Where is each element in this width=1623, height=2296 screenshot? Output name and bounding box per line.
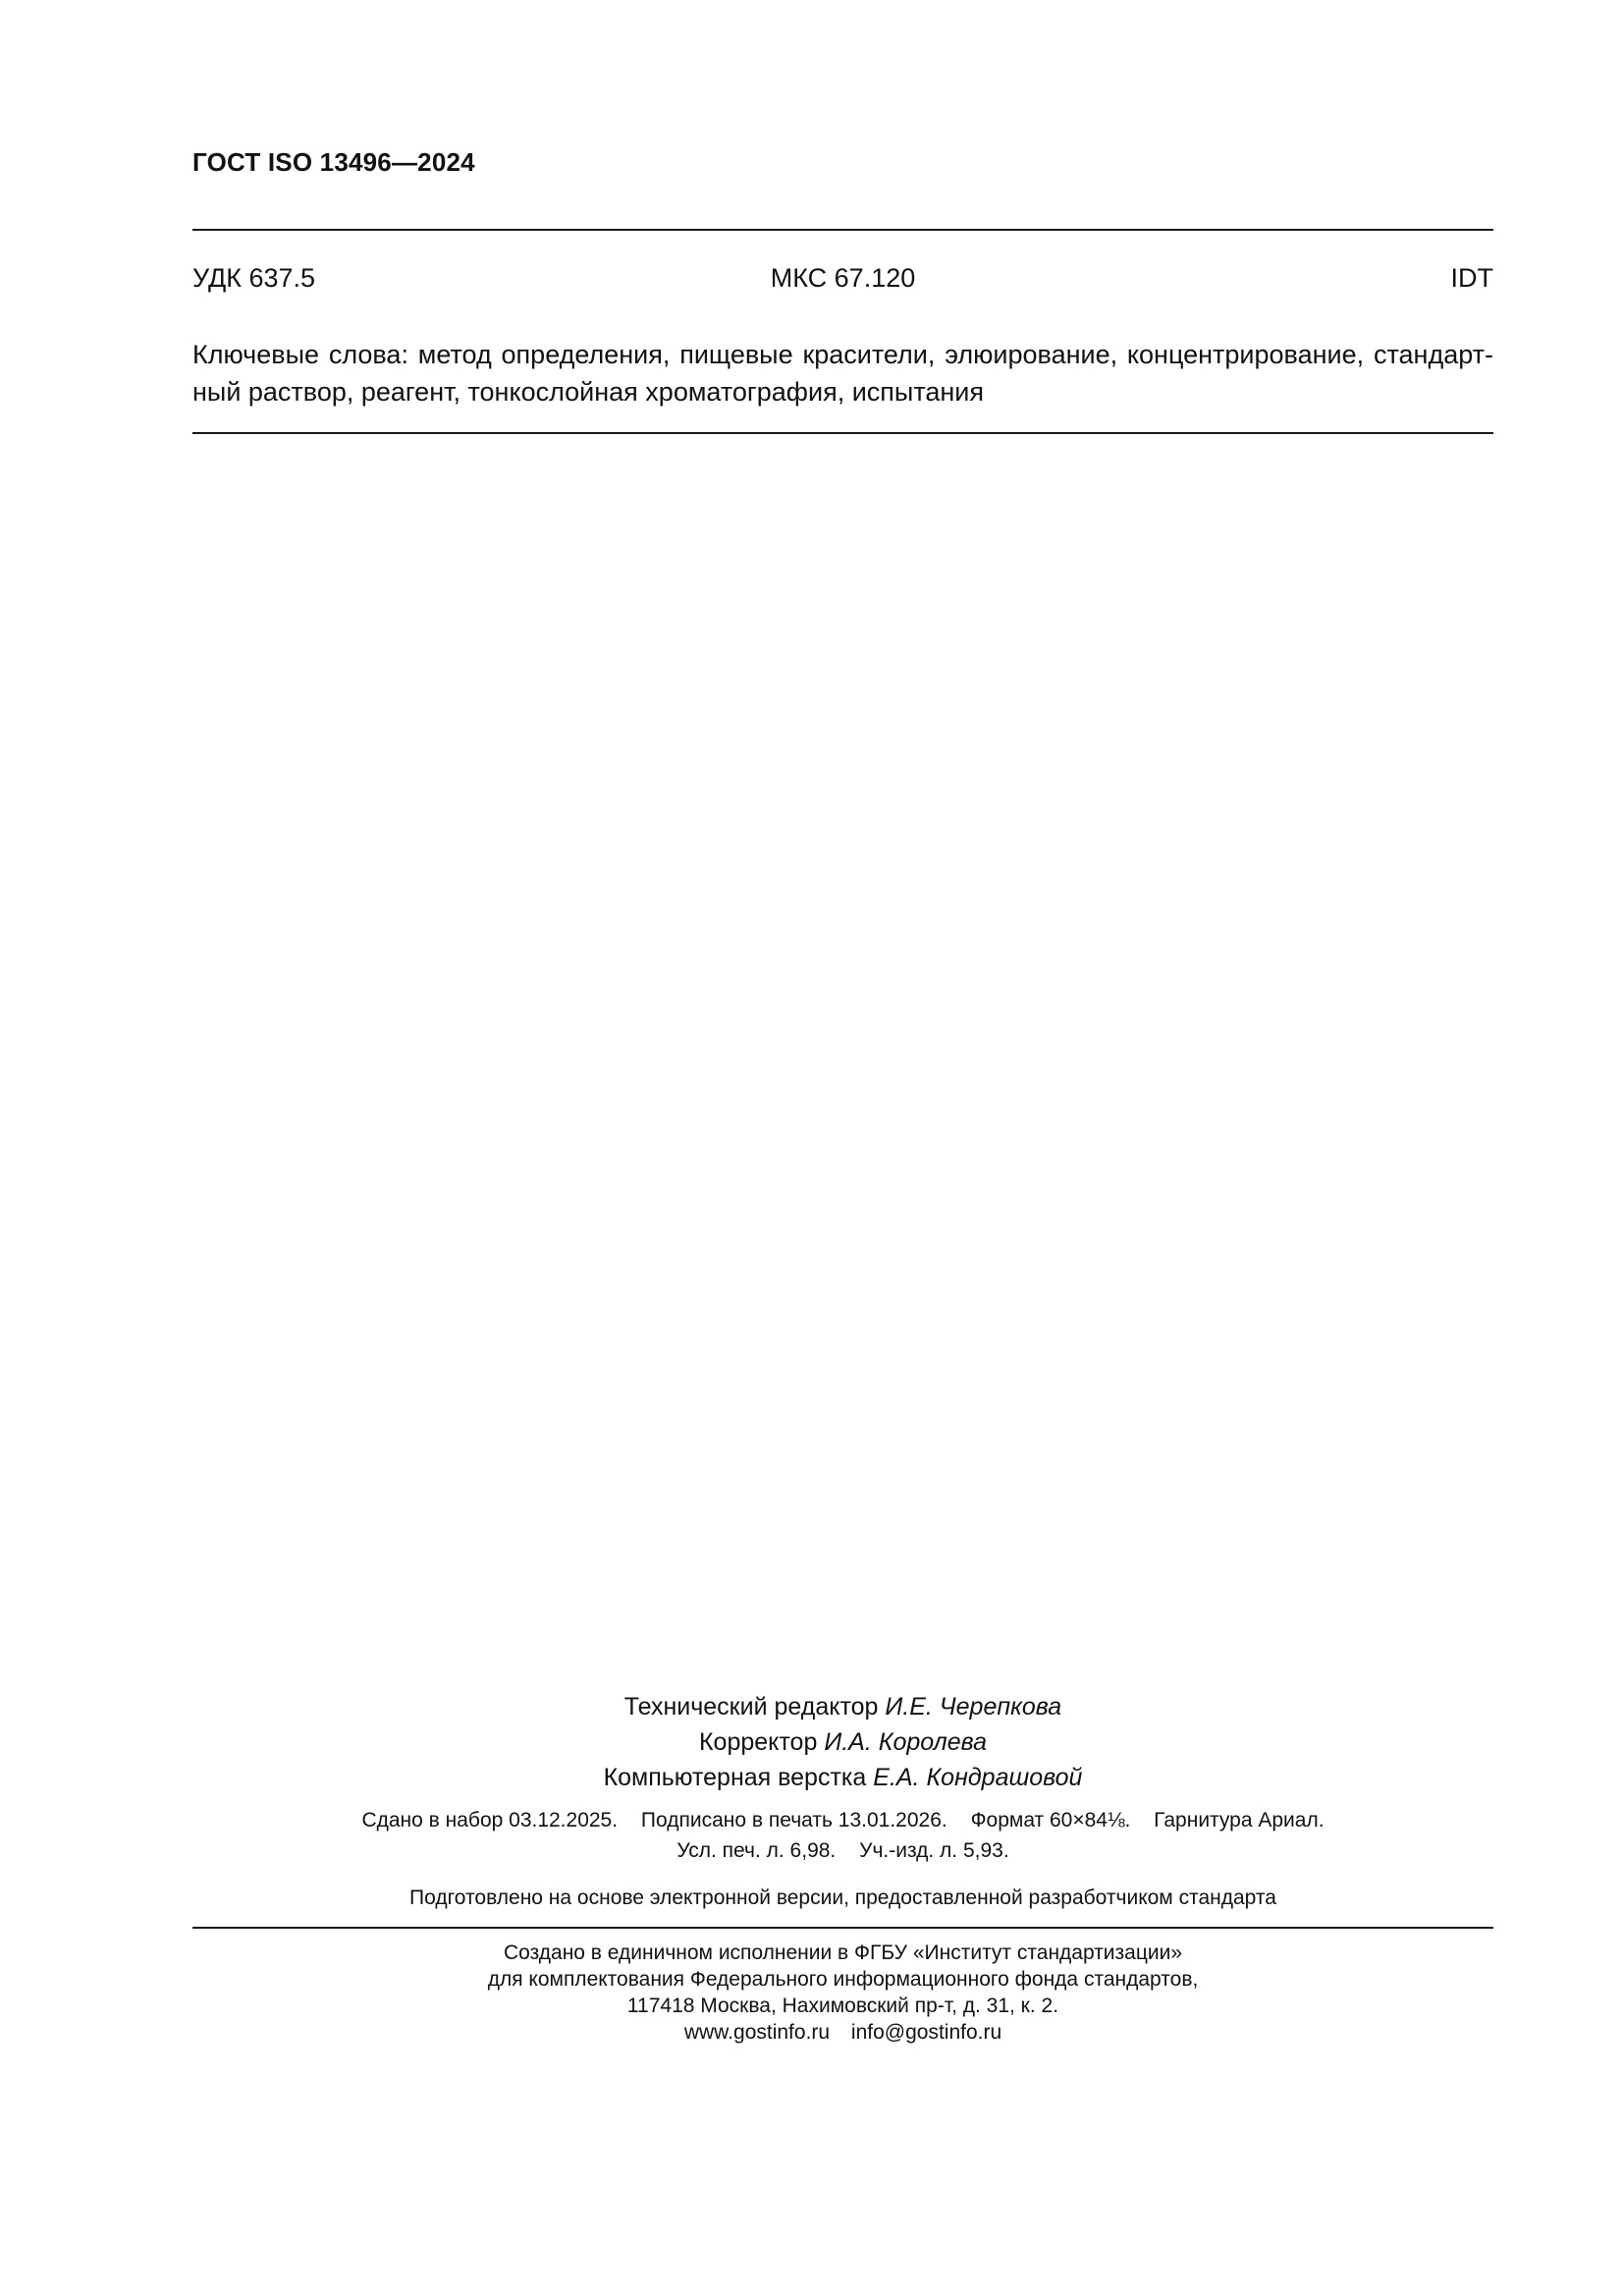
publisher-line-1: Создано в единичном исполнении в ФГБУ «Институт стандартизации» <box>503 1941 1183 1964</box>
layout-name: Е.А. Кондрашовой <box>873 1764 1083 1791</box>
print-info-block <box>192 1805 1493 1866</box>
credits-block <box>192 1689 1493 1795</box>
publisher-sheets: Уч.-изд. л. 5,93. <box>859 1839 1009 1862</box>
keywords-line-2: ный раствор, реагент, тонкослойная хроматография, испытания <box>192 377 985 407</box>
print-info-line-1 <box>192 1805 1493 1835</box>
tech-editor-label: Технический редактор <box>623 1693 879 1721</box>
layout-label: Компьютерная верстка <box>603 1764 867 1791</box>
print-sheets: Усл. печ. л. 6,98. <box>676 1839 837 1862</box>
email-link[interactable]: info@gostinfo.ru <box>850 2021 1002 2044</box>
standard-header: ГОСТ ISO 13496—2024 <box>192 147 475 177</box>
mks-code: МКС 67.120 <box>770 263 916 293</box>
signed-date: Подписано в печать 13.01.2026. <box>640 1809 947 1831</box>
top-divider <box>192 229 1493 231</box>
publisher-line-2: для комплектования Федерального информационного фонда стандартов, <box>487 1968 1199 1991</box>
publisher-contacts <box>192 2019 1493 2046</box>
publisher-address: 117418 Москва, Нахимовский пр-т, д. 31, к. 2. <box>626 1995 1059 2017</box>
typeface: Гарнитура Ариал. <box>1154 1809 1325 1831</box>
classification-row <box>192 263 1493 297</box>
website-link[interactable]: www.gostinfo.ru <box>683 2021 831 2044</box>
tech-editor-line <box>192 1689 1493 1724</box>
keywords-block <box>192 336 1493 410</box>
paper-format: Формат 60×84⅛. <box>970 1809 1131 1831</box>
submitted-date: Сдано в набор 03.12.2025. <box>361 1809 619 1831</box>
prepared-note: Подготовлено на основе электронной версии, предоставленной разработчиком стандарта <box>409 1886 1276 1909</box>
corrector-name: И.А. Королева <box>824 1728 988 1756</box>
keywords-divider <box>192 432 1493 434</box>
publisher-block <box>192 1940 1493 2046</box>
print-info-line-2 <box>192 1835 1493 1866</box>
layout-line <box>192 1760 1493 1795</box>
udk-code: УДК 637.5 <box>192 263 316 293</box>
footer-divider <box>192 1927 1493 1929</box>
corrector-label: Корректор <box>698 1728 818 1756</box>
keywords-line-1: Ключевые слова: метод определения, пищевые красители, элюирование, концентрирование, стандарт- <box>192 340 1493 369</box>
tech-editor-name: И.Е. Черепкова <box>885 1693 1062 1721</box>
idt-marker: IDT <box>1450 263 1493 293</box>
corrector-line <box>192 1724 1493 1760</box>
